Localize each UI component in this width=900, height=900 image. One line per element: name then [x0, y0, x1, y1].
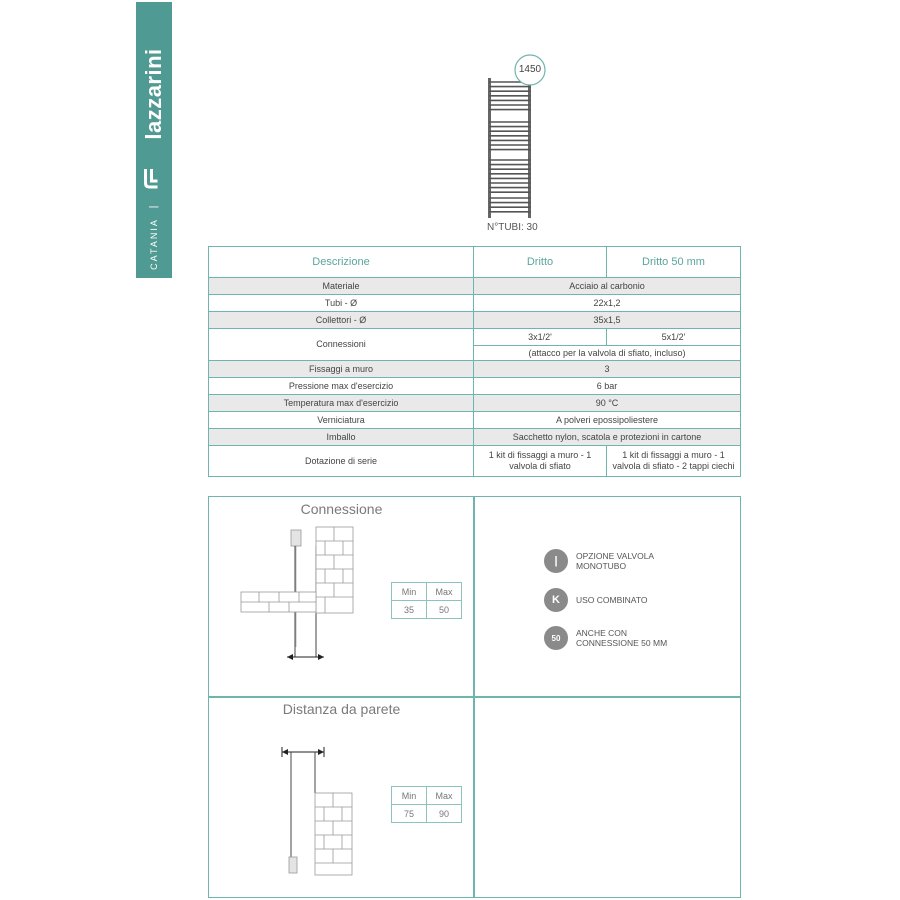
feature-item	[544, 626, 686, 650]
connection-title: Connessione	[300, 501, 383, 517]
row-label: Materiale	[209, 278, 474, 295]
combined-use-icon: K	[544, 588, 568, 612]
distance-panel	[208, 696, 475, 898]
brand-logo-icon	[144, 167, 165, 189]
row-note: (attacco per la valvola di sfiato, incluso)	[474, 346, 741, 361]
row-label: Temperatura max d'esercizio	[209, 395, 474, 412]
row-value: Acciaio al carbonio	[474, 278, 741, 295]
feature-text: OPZIONE VALVOLA MONOTUBO	[576, 551, 654, 571]
distance-minmax-table	[391, 786, 462, 823]
row-value-col2: 1 kit di fissaggi a muro - 1 valvola di sfiato - 2 tappi ciechi	[607, 446, 741, 477]
row-value-col1: 1 kit di fissaggi a muro - 1 valvola di sfiato	[474, 446, 607, 477]
header-col1: Dritto	[474, 247, 607, 278]
tubes-count-label: N°TUBI: 30	[487, 222, 538, 233]
feature-item	[544, 588, 686, 612]
row-packaging	[209, 429, 741, 446]
connection-panel	[208, 496, 475, 698]
max-label: Max	[427, 583, 462, 601]
min-label: Min	[392, 583, 427, 601]
min-label: Min	[392, 787, 427, 805]
radiator-drawing	[480, 52, 570, 237]
feature-text: USO COMBINATO	[576, 595, 648, 605]
row-painting	[209, 412, 741, 429]
spec-header-row	[209, 247, 741, 278]
row-temperature	[209, 395, 741, 412]
brand-name: lazzarini	[141, 48, 166, 140]
row-label: Pressione max d'esercizio	[209, 378, 474, 395]
max-value: 90	[427, 805, 462, 823]
connection-minmax-table	[391, 582, 462, 619]
row-label: Dotazione di serie	[209, 446, 474, 477]
row-label: Collettori - Ø	[209, 312, 474, 329]
max-label: Max	[427, 787, 462, 805]
header-col2: Dritto 50 mm	[607, 247, 741, 278]
row-label: Connessioni	[209, 329, 474, 361]
brand-bar	[136, 2, 172, 278]
min-value: 35	[392, 601, 427, 619]
min-value: 75	[392, 805, 427, 823]
row-label: Verniciatura	[209, 412, 474, 429]
distance-title: Distanza da parete	[282, 701, 401, 717]
connection-50mm-icon: 50	[544, 626, 568, 650]
row-connections	[209, 329, 741, 346]
feature-item	[544, 549, 686, 573]
row-collectors	[209, 312, 741, 329]
spec-table	[208, 246, 741, 477]
row-pressure	[209, 378, 741, 395]
brand-separator: |	[148, 205, 160, 209]
row-material	[209, 278, 741, 295]
row-tubes	[209, 295, 741, 312]
row-label: Fissaggi a muro	[209, 361, 474, 378]
row-value: A polveri epossipoliestere	[474, 412, 741, 429]
row-value: 6 bar	[474, 378, 741, 395]
row-value: 22x1,2	[474, 295, 741, 312]
row-value: 35x1,5	[474, 312, 741, 329]
row-wall-fix	[209, 361, 741, 378]
row-label: Imballo	[209, 429, 474, 446]
height-badge: 1450	[518, 64, 542, 75]
row-value: 3	[474, 361, 741, 378]
valve-option-icon: |	[544, 549, 568, 573]
row-value-col2: 5x1/2'	[607, 329, 741, 346]
row-value: Sacchetto nylon, scatola e protezioni in cartone	[474, 429, 741, 446]
row-value: 90 °C	[474, 395, 741, 412]
feature-text: ANCHE CON CONNESSIONE 50 MM	[576, 628, 668, 648]
row-value-col1: 3x1/2'	[474, 329, 607, 346]
row-standard-kit	[209, 446, 741, 477]
empty-panel	[473, 696, 741, 898]
row-label: Tubi - Ø	[209, 295, 474, 312]
max-value: 50	[427, 601, 462, 619]
brand-model: CATANIA	[149, 218, 159, 270]
header-description: Descrizione	[209, 247, 474, 278]
